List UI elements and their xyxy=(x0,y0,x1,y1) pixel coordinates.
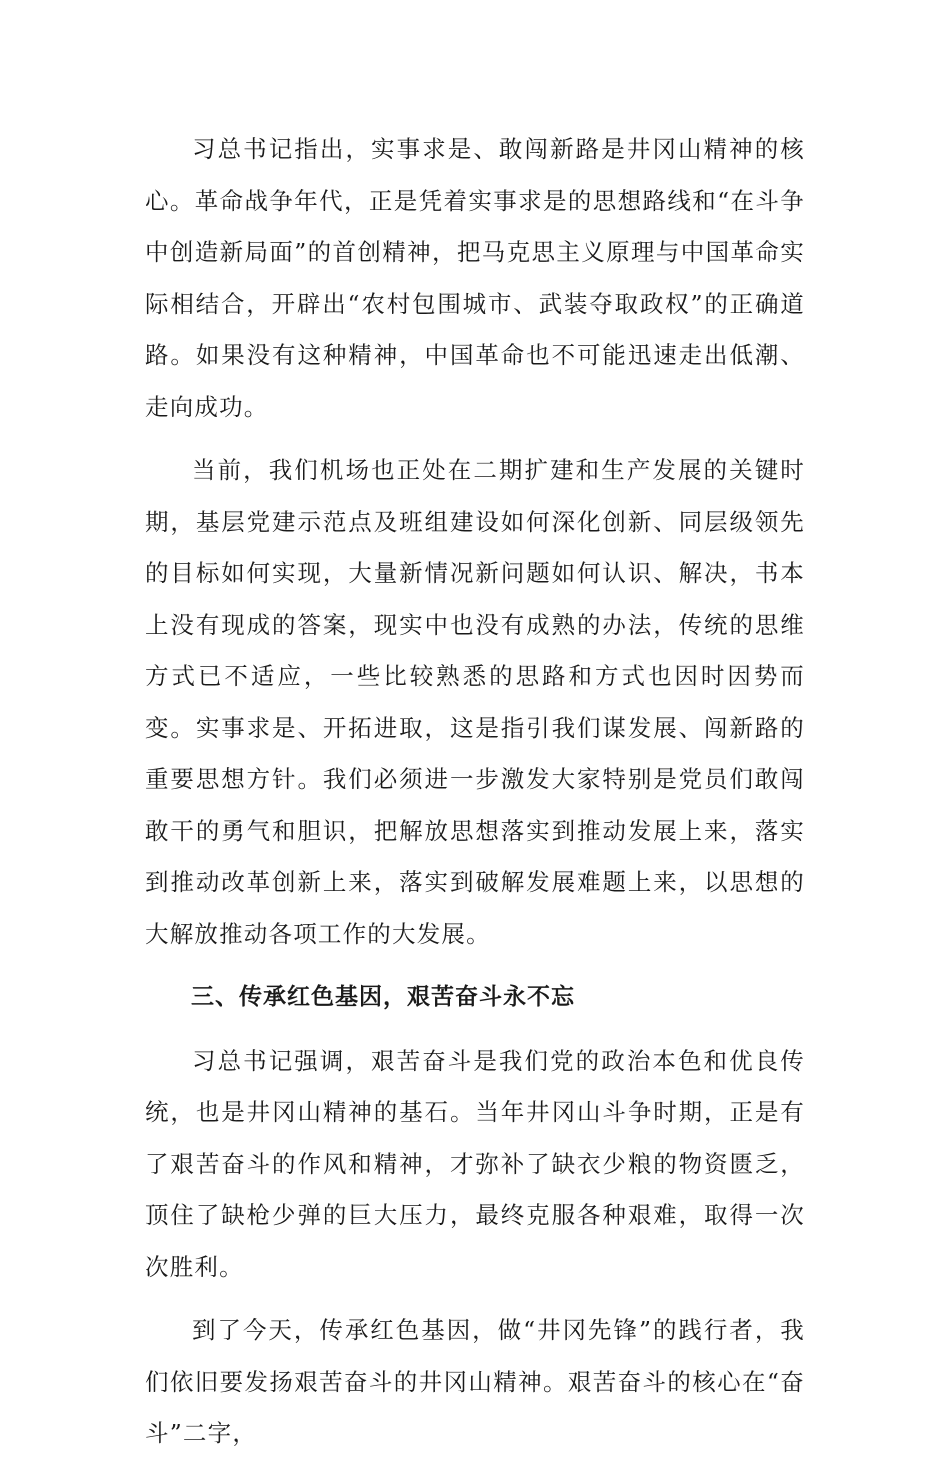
paragraph-core-spirit: 习总书记指出，实事求是、敢闯新路是井冈山精神的核心。革命战争年代，正是凭着实事求是的思想路线和“在斗争中创造新局面”的首创精神，把马克思主义原理与中国革命实际相结合，开辟出“农村包围城市、武装夺取政权”的正确道路。如果没有这种精神，中国革命也不可能迅速走出低潮、走向成功。 xyxy=(145,135,805,421)
section-heading-3: 三、传承红色基因，艰苦奋斗永不忘 xyxy=(191,984,575,1010)
document-body xyxy=(145,124,805,1472)
paragraph-red-gene: 到了今天，传承红色基因，做“井冈先锋”的践行者，我们依旧要发扬艰苦奋斗的井冈山精神。艰苦奋斗的核心在“奋斗”二字， xyxy=(145,1316,805,1447)
paragraph-hard-struggle: 习总书记强调，艰苦奋斗是我们党的政治本色和优良传统，也是井冈山精神的基石。当年井冈山斗争时期，正是有了艰苦奋斗的作风和精神，才弥补了缺衣少粮的物资匮乏，顶住了缺枪少弹的巨大压力，最终克服各种艰难，取得一次次胜利。 xyxy=(145,1046,805,1281)
paragraph-airport-development: 当前，我们机场也正处在二期扩建和生产发展的关键时期，基层党建示范点及班组建设如何深化创新、同层级领先的目标如何实现，大量新情况新问题如何认识、解决，书本上没有现成的答案，现实中也没有成熟的办法，传统的思维方式已不适应，一些比较熟悉的思路和方式也因时因势而变。实事求是、开拓进取，这是指引我们谋发展、闯新路的重要思想方针。我们必须进一步激发大家特别是党员们敢闯敢干的勇气和胆识，把解放思想落实到推动发展上来，落实到推动改革创新上来，落实到破解发展难题上来，以思想的大解放推动各项工作的大发展。 xyxy=(145,456,805,948)
